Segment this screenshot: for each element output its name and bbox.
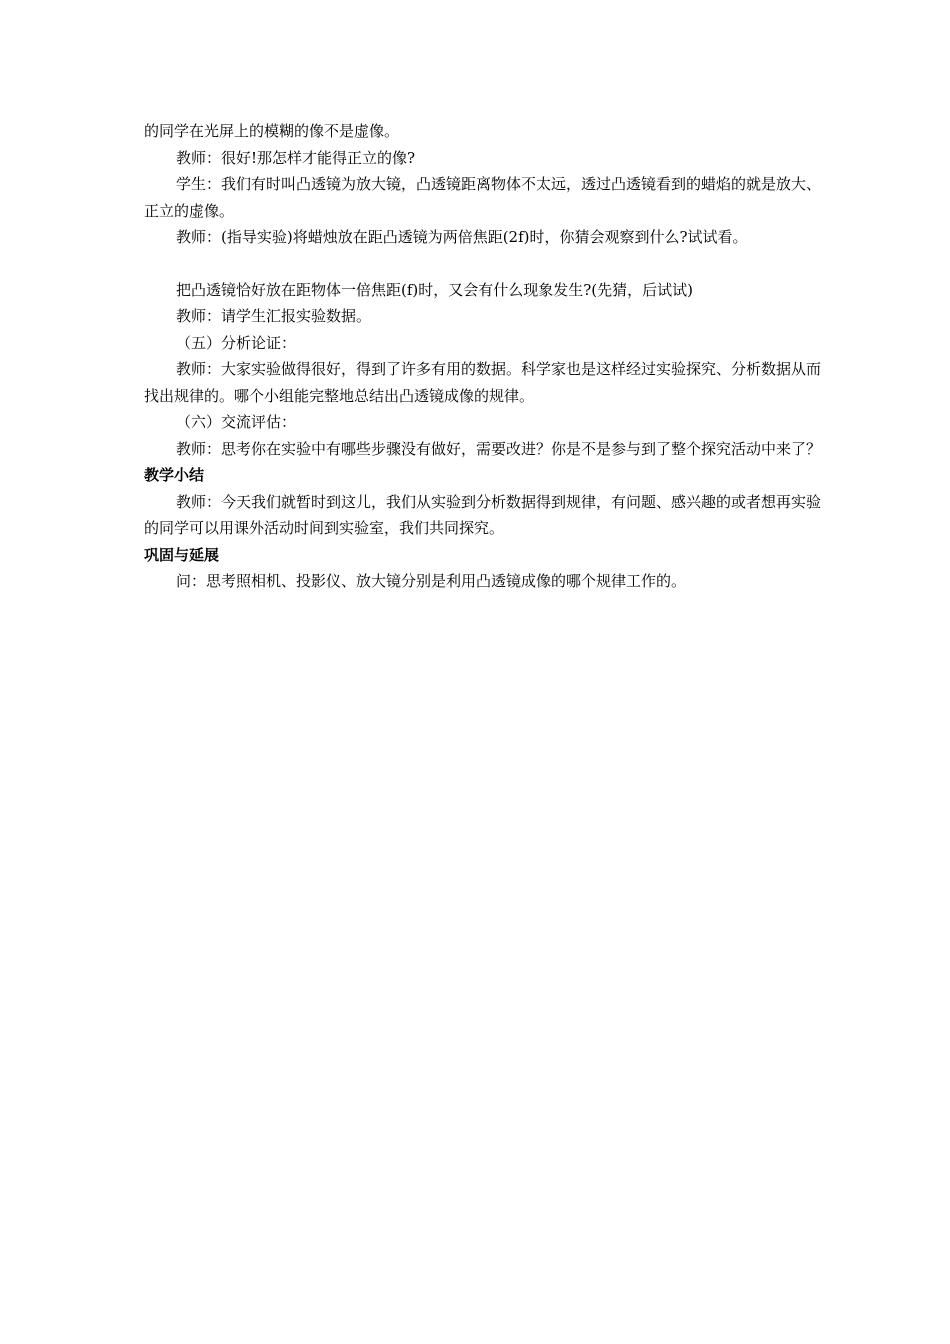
- paragraph-student-magnifier: 学生：我们有时叫凸透镜为放大镜，凸透镜距离物体不太远，透过凸透镜看到的蜡焰的就是放大、正立的虚像。: [144, 175, 822, 220]
- paragraph-report-data: 教师：请学生汇报实验数据。: [176, 307, 372, 325]
- paragraph-teacher-analysis: 教师：大家实验做得很好，得到了许多有用的数据。科学家也是这样经过实验探究、分析数据从而找出规律的。哪个小组能完整地总结出凸透镜成像的规律。: [144, 360, 822, 405]
- paragraph-teacher-2f-experiment: 教师：(指导实验)将蜡烛放在距凸透镜为两倍焦距(2f)时，你猜会观察到什么?试试看。: [176, 228, 748, 246]
- blank-line: [144, 251, 824, 277]
- paragraph-teacher-evaluation: 教师：思考你在实验中有哪些步骤没有做好，需要改进？你是不是参与到了整个探究活动中来了？: [176, 439, 822, 458]
- paragraph-summary: 教师：今天我们就暂时到这儿，我们从实验到分析数据得到规律，有问题、感兴趣的或者想再实验的同学可以用课外活动时间到实验室，我们共同探究。: [144, 492, 822, 537]
- paragraph-focal-point-question: 把凸透镜恰好放在距物体一倍焦距(f)时，又会有什么现象发生?(先猜，后试试): [176, 280, 694, 299]
- paragraph-continuation: 的同学在光屏上的模糊的像不是虚像。: [144, 122, 400, 140]
- paragraph-step-five-heading: （五）分析论证：: [176, 333, 297, 352]
- paragraph-step-six-heading: （六）交流评估：: [176, 413, 297, 431]
- document-page: [144, 118, 824, 595]
- paragraph-extension-question: 问：思考照相机、投影仪、放大镜分别是利用凸透镜成像的哪个规律工作的。: [176, 572, 687, 590]
- paragraph-teacher-upright-image: 教师：很好!那怎样才能得正立的像?: [176, 148, 416, 167]
- section-heading-summary: 教学小结: [144, 466, 205, 484]
- section-heading-extension: 巩固与延展: [144, 545, 220, 564]
